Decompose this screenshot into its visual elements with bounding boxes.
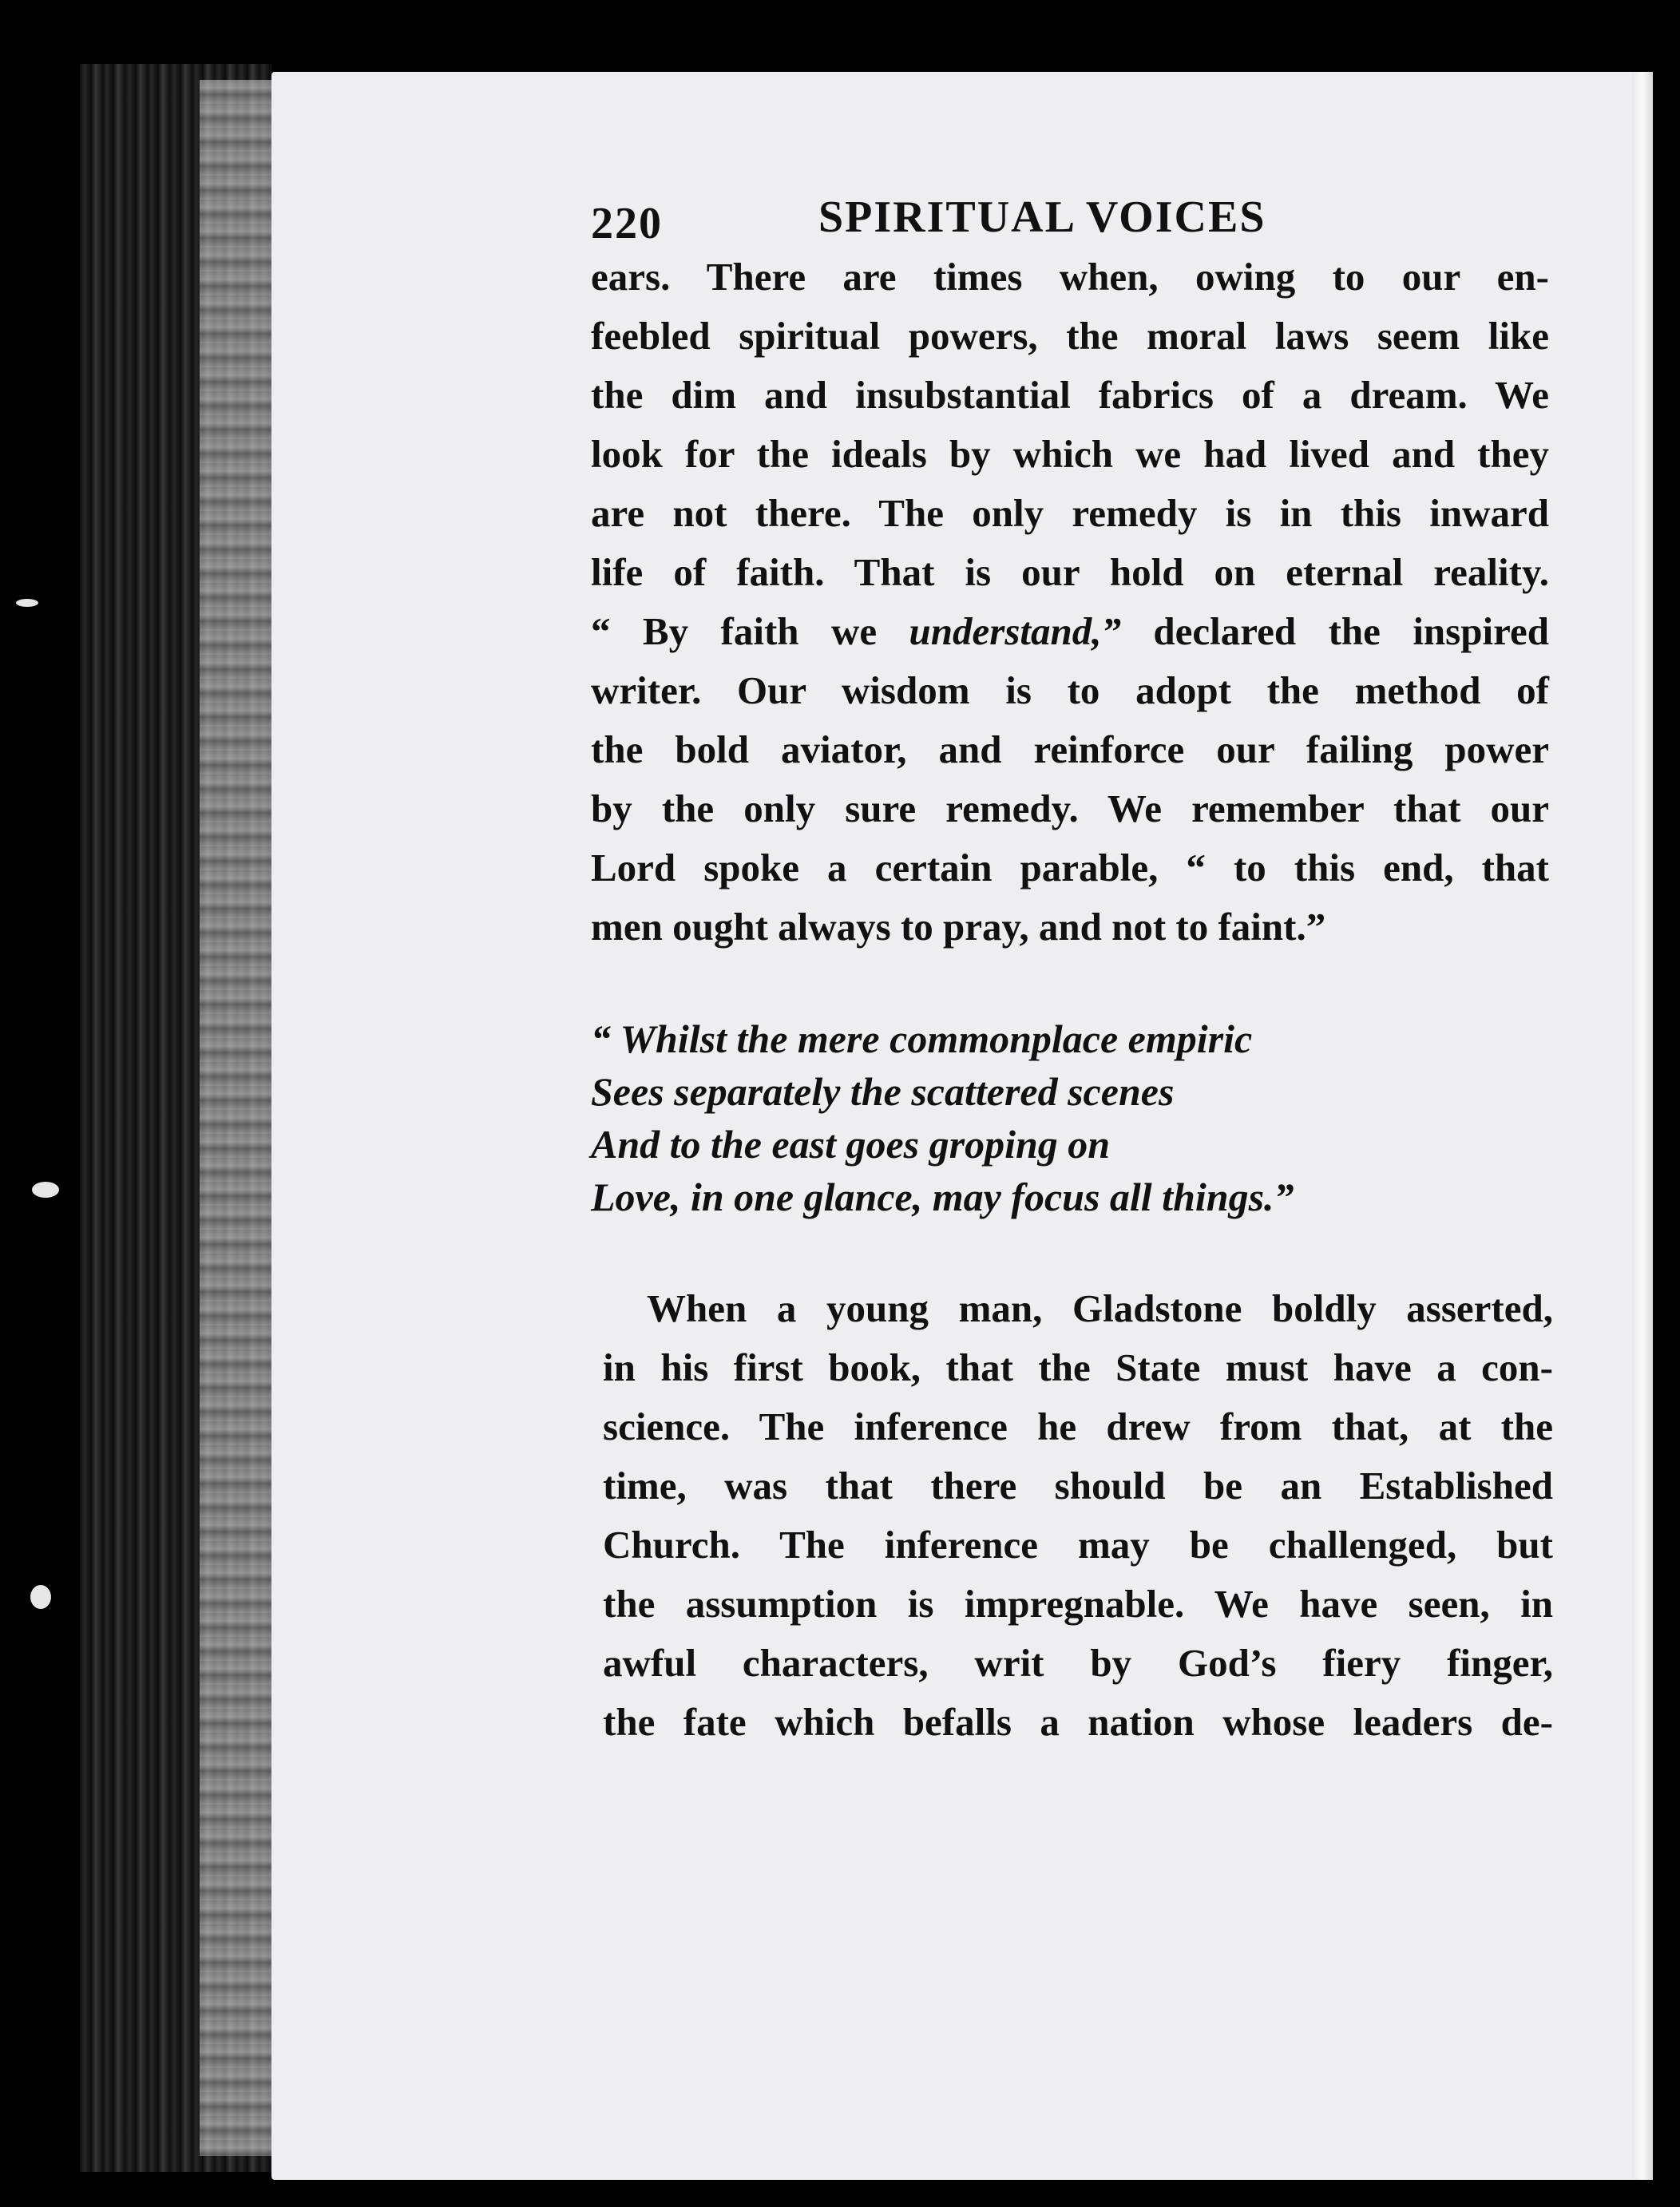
text-fragment: “ By faith we xyxy=(591,609,909,653)
verse-line: Sees separately the scattered scenes xyxy=(591,1069,1175,1114)
text-line-with-italic xyxy=(591,602,1549,661)
text-line: are not there. The only remedy is in this inward xyxy=(591,491,1549,535)
scan-artifact xyxy=(30,1585,51,1609)
text-line: life of faith. That is our hold on eternal reality. xyxy=(591,550,1549,594)
verse-line: And to the east goes groping on xyxy=(591,1122,1111,1167)
text-column xyxy=(591,184,1553,1752)
text-line: ears. There are times when, owing to our en- xyxy=(591,255,1549,299)
text-line: the bold aviator, and reinforce our failing power xyxy=(591,727,1549,771)
page-header xyxy=(591,184,1549,248)
text-line: in his first book, that the State must have a con- xyxy=(603,1345,1553,1389)
text-line: When a young man, Gladstone boldly asserted, xyxy=(647,1286,1553,1330)
text-line: science. The inference he drew from that, at the xyxy=(603,1405,1553,1448)
text-line: awful characters, writ by God’s fiery finger, xyxy=(603,1641,1553,1685)
text-line: the fate which befalls a nation whose leaders de- xyxy=(603,1700,1553,1744)
italic-word: understand,” xyxy=(909,609,1122,653)
text-line: writer. Our wisdom is to adopt the method of xyxy=(591,668,1549,712)
text-line: the assumption is impregnable. We have seen, in xyxy=(603,1582,1553,1626)
scan-artifact xyxy=(32,1182,59,1198)
running-head: SPIRITUAL VOICES xyxy=(818,192,1266,242)
verse-line: “ Whilst the mere commonplace empiric xyxy=(591,1016,1253,1061)
text-line: men ought always to pray, and not to faint.” xyxy=(591,905,1326,949)
page-edge xyxy=(1632,72,1653,2180)
text-line: the dim and insubstantial fabrics of a dream. We xyxy=(591,373,1549,417)
text-line: feebled spiritual powers, the moral laws seem like xyxy=(591,314,1549,358)
paragraph-1 xyxy=(591,248,1549,957)
text-line: Lord spoke a certain parable, “ to this end, that xyxy=(591,846,1549,890)
text-line: by the only sure remedy. We remember that our xyxy=(591,787,1549,830)
paragraph-2 xyxy=(603,1279,1553,1752)
scan-artifact xyxy=(16,599,38,607)
verse-line: Love, in one glance, may focus all things.” xyxy=(591,1175,1294,1219)
text-line: Church. The inference may be challenged, but xyxy=(603,1523,1553,1567)
verse-quotation xyxy=(591,1012,1549,1223)
text-fragment: declared the inspired xyxy=(1121,609,1549,653)
page-number: 220 xyxy=(591,199,663,248)
text-line: time, was that there should be an Established xyxy=(603,1464,1553,1508)
text-line: look for the ideals by which we had lived and they xyxy=(591,432,1549,476)
